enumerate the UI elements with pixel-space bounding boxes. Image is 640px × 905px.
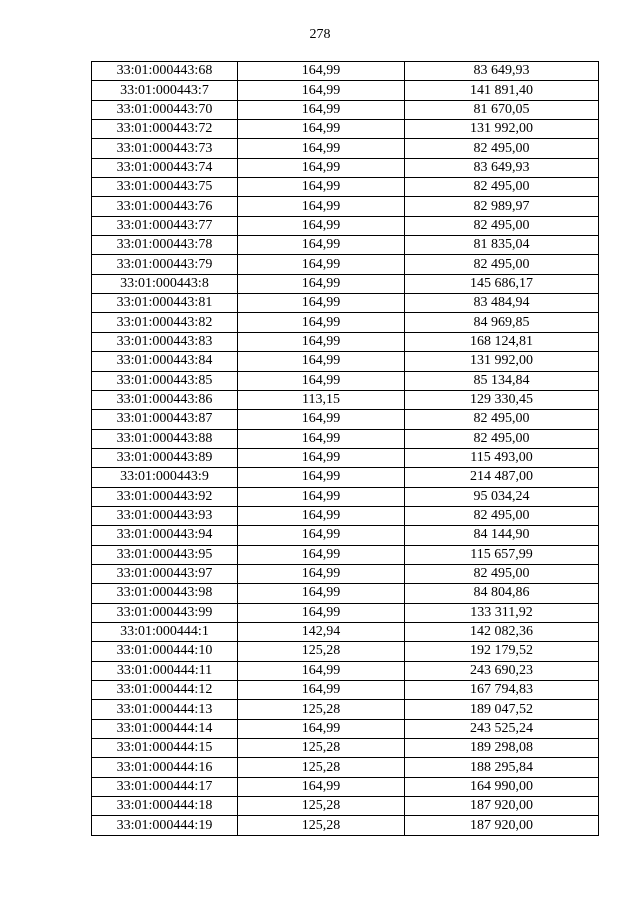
- area-cell: 164,99: [238, 719, 405, 738]
- table-row: [92, 526, 599, 545]
- cadastral-number-cell: 33:01:000443:85: [92, 371, 238, 390]
- area-cell: 164,99: [238, 603, 405, 622]
- table-row: [92, 487, 599, 506]
- area-cell: 164,99: [238, 448, 405, 467]
- cadastral-number-cell: 33:01:000443:88: [92, 429, 238, 448]
- table-row: [92, 139, 599, 158]
- table-row: [92, 274, 599, 293]
- cadastral-number-cell: 33:01:000444:18: [92, 797, 238, 816]
- cadastral-value-cell: 84 144,90: [405, 526, 599, 545]
- cadastral-number-cell: 33:01:000443:79: [92, 255, 238, 274]
- cadastral-value-cell: 141 891,40: [405, 81, 599, 100]
- table-row: [92, 661, 599, 680]
- cadastral-value-cell: 214 487,00: [405, 468, 599, 487]
- cadastral-number-cell: 33:01:000444:16: [92, 758, 238, 777]
- cadastral-number-cell: 33:01:000443:74: [92, 158, 238, 177]
- cadastral-value-cell: 82 495,00: [405, 255, 599, 274]
- area-cell: 164,99: [238, 139, 405, 158]
- cadastral-number-cell: 33:01:000443:77: [92, 216, 238, 235]
- table-row: [92, 642, 599, 661]
- table-row: [92, 719, 599, 738]
- area-cell: 164,99: [238, 777, 405, 796]
- cadastral-number-cell: 33:01:000444:19: [92, 816, 238, 835]
- cadastral-number-cell: 33:01:000443:92: [92, 487, 238, 506]
- table-row: [92, 410, 599, 429]
- cadastral-value-cell: 164 990,00: [405, 777, 599, 796]
- cadastral-number-cell: 33:01:000443:76: [92, 197, 238, 216]
- cadastral-value-cell: 187 920,00: [405, 797, 599, 816]
- cadastral-value-cell: 82 495,00: [405, 178, 599, 197]
- area-cell: 164,99: [238, 487, 405, 506]
- area-cell: 164,99: [238, 120, 405, 139]
- cadastral-number-cell: 33:01:000443:89: [92, 448, 238, 467]
- cadastral-number-cell: 33:01:000443:99: [92, 603, 238, 622]
- cadastral-value-cell: 95 034,24: [405, 487, 599, 506]
- cadastral-value-cell: 115 657,99: [405, 545, 599, 564]
- cadastral-number-cell: 33:01:000444:10: [92, 642, 238, 661]
- table-row: [92, 700, 599, 719]
- area-cell: 164,99: [238, 468, 405, 487]
- cadastral-value-cell: 82 495,00: [405, 429, 599, 448]
- table-row: [92, 564, 599, 583]
- cadastral-number-cell: 33:01:000444:1: [92, 622, 238, 641]
- cadastral-value-cell: 243 525,24: [405, 719, 599, 738]
- table-row: [92, 197, 599, 216]
- cadastral-number-cell: 33:01:000443:83: [92, 332, 238, 351]
- cadastral-value-table: [91, 61, 599, 836]
- cadastral-value-cell: 189 298,08: [405, 739, 599, 758]
- cadastral-value-cell: 167 794,83: [405, 681, 599, 700]
- page-number: 278: [309, 27, 331, 42]
- table-row: [92, 255, 599, 274]
- table-row: [92, 797, 599, 816]
- area-cell: 164,99: [238, 564, 405, 583]
- cadastral-number-cell: 33:01:000444:13: [92, 700, 238, 719]
- table-row: [92, 236, 599, 255]
- table-row: [92, 390, 599, 409]
- table-row: [92, 468, 599, 487]
- cadastral-number-cell: 33:01:000444:17: [92, 777, 238, 796]
- area-cell: 164,99: [238, 236, 405, 255]
- area-cell: 164,99: [238, 371, 405, 390]
- cadastral-number-cell: 33:01:000443:75: [92, 178, 238, 197]
- area-cell: 164,99: [238, 545, 405, 564]
- cadastral-value-cell: 131 992,00: [405, 120, 599, 139]
- cadastral-value-cell: 192 179,52: [405, 642, 599, 661]
- area-cell: 125,28: [238, 816, 405, 835]
- area-cell: 164,99: [238, 62, 405, 81]
- area-cell: 125,28: [238, 642, 405, 661]
- cadastral-value-cell: 187 920,00: [405, 816, 599, 835]
- area-cell: 164,99: [238, 352, 405, 371]
- area-cell: 164,99: [238, 197, 405, 216]
- table-row: [92, 448, 599, 467]
- table-row: [92, 739, 599, 758]
- cadastral-number-cell: 33:01:000443:78: [92, 236, 238, 255]
- cadastral-value-cell: 243 690,23: [405, 661, 599, 680]
- table-row: [92, 332, 599, 351]
- cadastral-value-cell: 133 311,92: [405, 603, 599, 622]
- area-cell: 164,99: [238, 681, 405, 700]
- cadastral-value-cell: 82 495,00: [405, 564, 599, 583]
- table-row: [92, 216, 599, 235]
- area-cell: 164,99: [238, 410, 405, 429]
- table-row: [92, 100, 599, 119]
- cadastral-value-cell: 85 134,84: [405, 371, 599, 390]
- area-cell: 164,99: [238, 294, 405, 313]
- table-row: [92, 506, 599, 525]
- table-row: [92, 371, 599, 390]
- table-row: [92, 603, 599, 622]
- cadastral-value-cell: 84 969,85: [405, 313, 599, 332]
- table-row: [92, 62, 599, 81]
- table-row: [92, 352, 599, 371]
- table-row: [92, 313, 599, 332]
- table-row: [92, 294, 599, 313]
- table-row: [92, 816, 599, 835]
- area-cell: 125,28: [238, 758, 405, 777]
- area-cell: 125,28: [238, 739, 405, 758]
- cadastral-number-cell: 33:01:000443:72: [92, 120, 238, 139]
- cadastral-value-cell: 188 295,84: [405, 758, 599, 777]
- area-cell: 164,99: [238, 274, 405, 293]
- table-row: [92, 81, 599, 100]
- cadastral-number-cell: 33:01:000443:81: [92, 294, 238, 313]
- table-row: [92, 429, 599, 448]
- cadastral-value-cell: 142 082,36: [405, 622, 599, 641]
- area-cell: 142,94: [238, 622, 405, 641]
- cadastral-value-cell: 189 047,52: [405, 700, 599, 719]
- cadastral-value-cell: 168 124,81: [405, 332, 599, 351]
- area-cell: 164,99: [238, 100, 405, 119]
- cadastral-number-cell: 33:01:000443:87: [92, 410, 238, 429]
- cadastral-value-cell: 81 835,04: [405, 236, 599, 255]
- cadastral-number-cell: 33:01:000443:98: [92, 584, 238, 603]
- cadastral-number-cell: 33:01:000443:73: [92, 139, 238, 158]
- table-row: [92, 158, 599, 177]
- cadastral-number-cell: 33:01:000444:15: [92, 739, 238, 758]
- cadastral-value-cell: 82 989,97: [405, 197, 599, 216]
- cadastral-number-cell: 33:01:000443:86: [92, 390, 238, 409]
- cadastral-value-cell: 84 804,86: [405, 584, 599, 603]
- cadastral-number-cell: 33:01:000443:97: [92, 564, 238, 583]
- area-cell: 164,99: [238, 429, 405, 448]
- cadastral-value-cell: 82 495,00: [405, 410, 599, 429]
- cadastral-value-cell: 82 495,00: [405, 506, 599, 525]
- cadastral-number-cell: 33:01:000443:93: [92, 506, 238, 525]
- area-cell: 164,99: [238, 526, 405, 545]
- cadastral-value-cell: 115 493,00: [405, 448, 599, 467]
- area-cell: 164,99: [238, 313, 405, 332]
- table-row: [92, 622, 599, 641]
- cadastral-number-cell: 33:01:000443:95: [92, 545, 238, 564]
- area-cell: 164,99: [238, 158, 405, 177]
- cadastral-value-cell: 82 495,00: [405, 139, 599, 158]
- table-body: [92, 62, 599, 836]
- cadastral-value-cell: 83 484,94: [405, 294, 599, 313]
- cadastral-number-cell: 33:01:000443:70: [92, 100, 238, 119]
- area-cell: 125,28: [238, 797, 405, 816]
- cadastral-number-cell: 33:01:000443:94: [92, 526, 238, 545]
- cadastral-number-cell: 33:01:000443:9: [92, 468, 238, 487]
- area-cell: 125,28: [238, 700, 405, 719]
- table-row: [92, 777, 599, 796]
- table-row: [92, 758, 599, 777]
- table-row: [92, 545, 599, 564]
- area-cell: 113,15: [238, 390, 405, 409]
- area-cell: 164,99: [238, 178, 405, 197]
- cadastral-value-cell: 131 992,00: [405, 352, 599, 371]
- area-cell: 164,99: [238, 506, 405, 525]
- table-row: [92, 584, 599, 603]
- area-cell: 164,99: [238, 332, 405, 351]
- table-row: [92, 178, 599, 197]
- cadastral-value-cell: 83 649,93: [405, 158, 599, 177]
- area-cell: 164,99: [238, 255, 405, 274]
- area-cell: 164,99: [238, 216, 405, 235]
- area-cell: 164,99: [238, 661, 405, 680]
- area-cell: 164,99: [238, 584, 405, 603]
- cadastral-number-cell: 33:01:000444:12: [92, 681, 238, 700]
- table-row: [92, 681, 599, 700]
- cadastral-value-cell: 129 330,45: [405, 390, 599, 409]
- cadastral-number-cell: 33:01:000443:8: [92, 274, 238, 293]
- cadastral-number-cell: 33:01:000443:7: [92, 81, 238, 100]
- cadastral-number-cell: 33:01:000443:82: [92, 313, 238, 332]
- table-row: [92, 120, 599, 139]
- area-cell: 164,99: [238, 81, 405, 100]
- cadastral-number-cell: 33:01:000444:11: [92, 661, 238, 680]
- cadastral-number-cell: 33:01:000444:14: [92, 719, 238, 738]
- cadastral-value-cell: 145 686,17: [405, 274, 599, 293]
- cadastral-value-cell: 83 649,93: [405, 62, 599, 81]
- cadastral-value-cell: 81 670,05: [405, 100, 599, 119]
- cadastral-number-cell: 33:01:000443:68: [92, 62, 238, 81]
- cadastral-value-cell: 82 495,00: [405, 216, 599, 235]
- cadastral-number-cell: 33:01:000443:84: [92, 352, 238, 371]
